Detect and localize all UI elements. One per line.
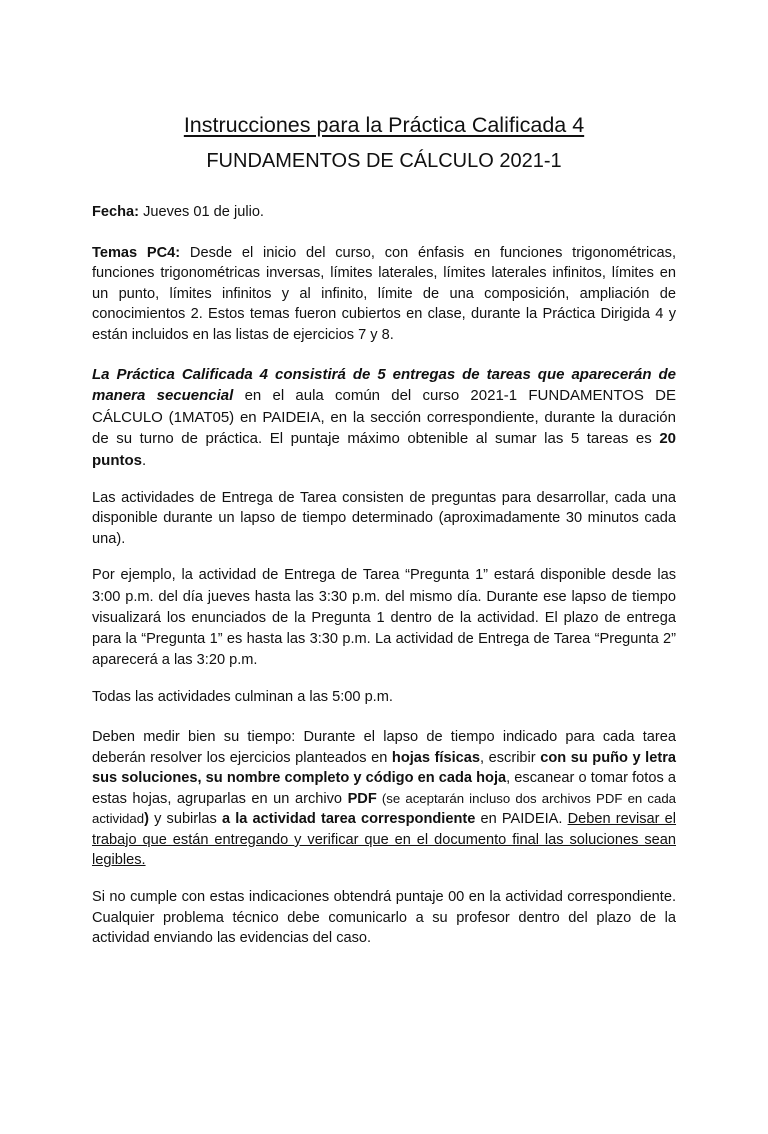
medir-text-1: Deben medir bien su tiempo: Durante el lapso de tiempo indicado para cada tarea deberán resolver los ejercicios planteados en — [92, 728, 676, 766]
temas-paragraph — [92, 243, 676, 346]
medir-text-5: y subirlas — [148, 811, 222, 828]
temas-label: Temas PC4: — [92, 244, 181, 261]
medir-bold-paren: ) — [144, 811, 149, 828]
document-page — [0, 110, 768, 1134]
entregas-paragraph — [92, 364, 676, 472]
entregas-emphasis: La Práctica Calificada 4 consistirá de 5 entregas de tareas que aparecerán de manera secuencial — [92, 365, 676, 405]
temas-text: Desde el inicio del curso, con énfasis en funciones trigonométricas, funciones trigonométricas inversas, límites laterales, límites laterales infinitos, límites en un punto, límites infinitos y al infinito, límite de una composición, ampliación de conocimientos 2. Estos temas fueron cubiertos en clase, durante la Práctica Dirigida 4 y están incluidos en las listas de ejercicios 7 y 8. — [92, 244, 676, 343]
fecha-label: Fecha: — [92, 204, 140, 220]
document-title: Instrucciones para la Práctica Calificada 4 — [183, 113, 585, 137]
fecha-paragraph — [92, 202, 676, 223]
fecha-text: Jueves 01 de julio. — [139, 204, 264, 220]
entregas-end: . — [142, 451, 147, 469]
medir-bold-actividad: a la actividad tarea correspondiente — [221, 811, 476, 828]
medir-text-2: , escribir — [480, 749, 541, 766]
entregas-points: 20 puntos — [92, 430, 676, 469]
medir-paragraph — [92, 727, 676, 871]
medir-bold-pdf: PDF — [347, 790, 377, 807]
actividades-paragraph: Las actividades de Entrega de Tarea consisten de preguntas para desarrollar, cada una disponible durante un lapso de tiempo determinado (aproximadamente 30 minutos cada una). — [92, 489, 676, 547]
medir-bold-puno: con su puño y letra sus soluciones, su nombre completo y código en cada hoja — [92, 749, 677, 787]
entregas-text: en el aula común del curso 2021-1 FUNDAMENTOS DE CÁLCULO (1MAT05) en PAIDEIA, en la sección correspondiente, durante la duración de su turno de práctica. El puntaje máximo obtenible al sumar las 5 tareas es — [92, 387, 676, 448]
document-subtitle: FUNDAMENTOS DE CÁLCULO 2021-1 — [206, 150, 562, 172]
medir-underlined: Deben revisar el trabajo que están entregando y verificar que en el documento final las soluciones sean legibles. — [92, 811, 677, 869]
todas-paragraph: Todas las actividades culminan a las 5:00 p.m. — [92, 689, 393, 706]
ejemplo-paragraph: Por ejemplo, la actividad de Entrega de Tarea “Pregunta 1” estará disponible desde las 3:00 p.m. del día jueves hasta las 3:30 p.m. del mismo día. Durante ese lapso de tiempo visualizará los enunciados de la Pregunta 1 dentro de la actividad. El plazo de entrega para la “Pregunta 1” es hasta las 3:30 p.m. La actividad de Entrega de Tarea “Pregunta 2” aparecerá a las 3:20 p.m. — [92, 567, 676, 669]
cumple-paragraph: Si no cumple con estas indicaciones obtendrá puntaje 00 en la actividad correspondiente. Cualquier problema técnico debe comunicarlo a su profesor dentro del plazo de la actividad enviando las evidencias del caso. — [92, 889, 676, 947]
medir-text-small: (se aceptarán incluso dos archivos PDF en cada actividad — [92, 790, 677, 827]
medir-bold-hojas: hojas físicas — [391, 749, 481, 766]
medir-text-6: en PAIDEIA. — [475, 811, 568, 828]
medir-text-3: , escanear o tomar fotos a estas hojas, agruparlas en un archivo — [92, 770, 676, 807]
